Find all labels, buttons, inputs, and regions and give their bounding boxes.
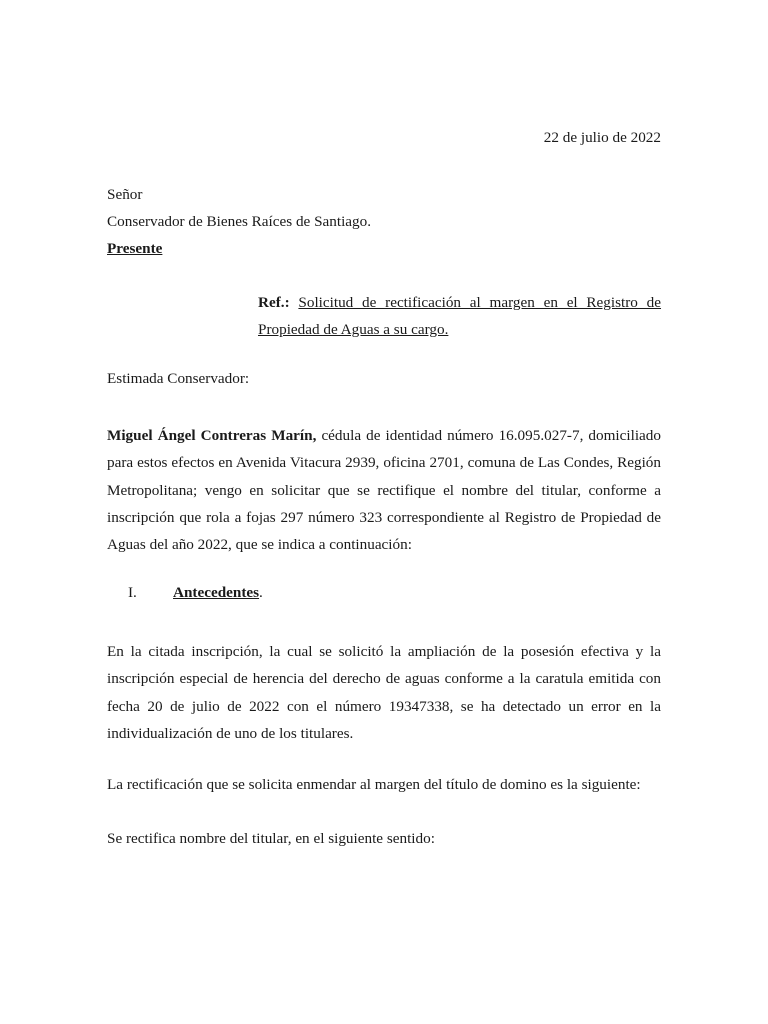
intro-text: cédula de identidad número 16.095.027-7, domiciliado para estos efectos en Avenida Vitacura 2939, oficina 2701, comuna de Las Condes, Región Metropolitana; vengo en solicitar que se rectifique el nombre del titular, conforme a inscripción que rola a fojas 297 número 323 correspondiente al Registro de Propiedad de Aguas del año 2022, que se indica a continuación: bbox=[107, 427, 661, 554]
reference-block bbox=[258, 289, 661, 343]
recipient-name: Conservador de Bienes Raíces de Santiago. bbox=[107, 213, 372, 230]
recipient-presente: Presente bbox=[107, 240, 163, 257]
intro-paragraph bbox=[107, 422, 661, 558]
section-number: I. bbox=[128, 584, 137, 601]
salutation: Estimada Conservador: bbox=[107, 370, 250, 387]
reference-label: Ref.: bbox=[258, 294, 290, 311]
section-title: Antecedentes bbox=[173, 584, 260, 601]
rectification-detail-paragraph: Se rectifica nombre del titular, en el siguiente sentido: bbox=[107, 830, 435, 847]
recipient-greeting: Señor bbox=[107, 186, 143, 203]
section-title-suffix: . bbox=[259, 584, 263, 601]
section-heading bbox=[107, 584, 661, 602]
background-paragraph: En la citada inscripción, la cual se solicitó la ampliación de la posesión efectiva y la inscripción especial de herencia del derecho de aguas conforme a la caratula emitida con fecha 20 de julio de 2022 con el número 19347338, se ha detectado un error en la individualización de uno de los titulares. bbox=[107, 643, 661, 742]
recipient-block bbox=[107, 181, 371, 262]
rectification-paragraph: La rectificación que se solicita enmendar al margen del título de domino es la siguiente: bbox=[107, 776, 641, 793]
applicant-name: Miguel Ángel Contreras Marín, bbox=[107, 427, 317, 444]
letter-date: 22 de julio de 2022 bbox=[543, 129, 661, 146]
reference-subject: Solicitud de rectificación al margen en el Registro de Propiedad de Aguas a su cargo. bbox=[258, 294, 662, 338]
